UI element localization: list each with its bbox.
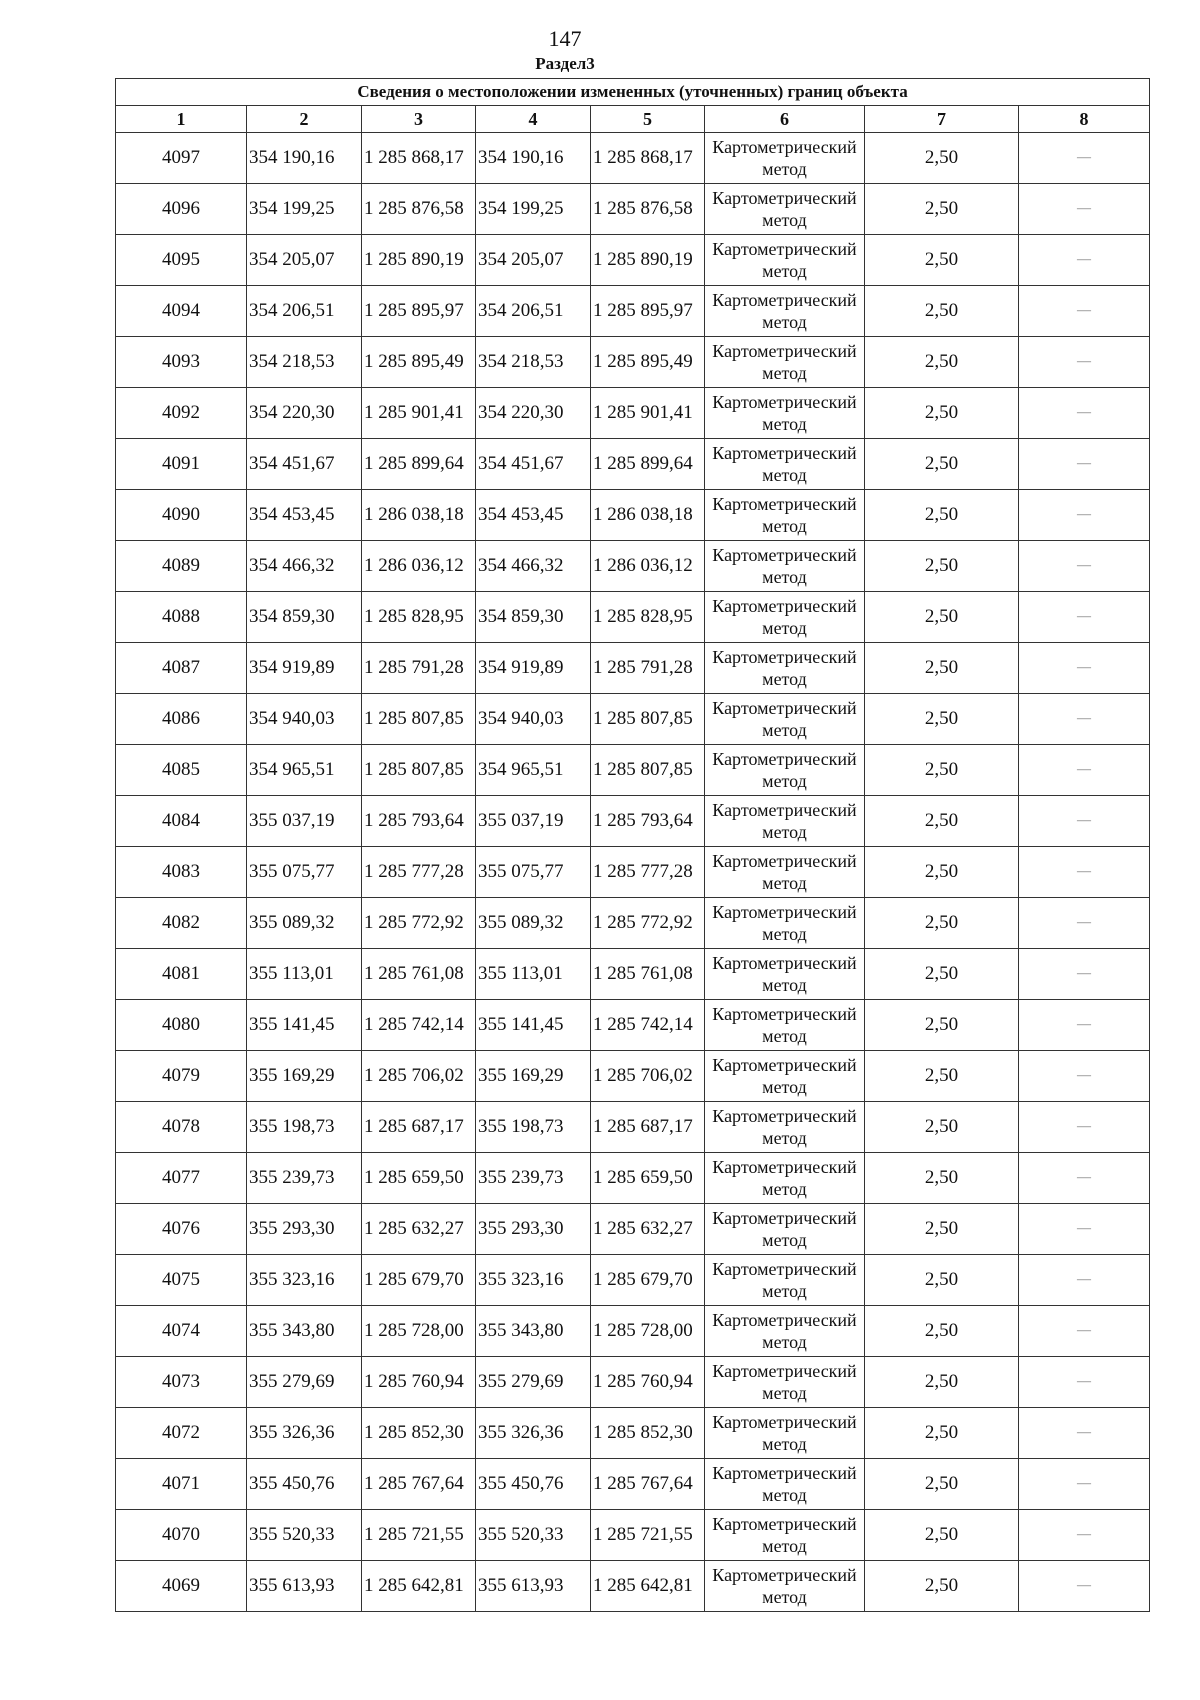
existing-x-cell: 355 239,73 (247, 1153, 362, 1204)
table-row (116, 847, 1150, 898)
accuracy-cell: 2,50 (865, 1306, 1019, 1357)
refined-y-cell: 1 285 760,94 (591, 1357, 705, 1408)
column-number: 5 (591, 106, 705, 133)
existing-y-cell: 1 286 038,18 (362, 490, 476, 541)
method-cell: Картометрический метод (705, 1000, 865, 1051)
refined-y-cell: 1 285 728,00 (591, 1306, 705, 1357)
note-cell: — (1019, 286, 1150, 337)
existing-y-cell: 1 285 632,27 (362, 1204, 476, 1255)
refined-y-cell: 1 285 742,14 (591, 1000, 705, 1051)
method-cell: Картометрический метод (705, 1102, 865, 1153)
point-number-cell: 4072 (116, 1408, 247, 1459)
accuracy-cell: 2,50 (865, 1459, 1019, 1510)
refined-x-cell: 355 450,76 (476, 1459, 591, 1510)
refined-x-cell: 355 343,80 (476, 1306, 591, 1357)
table-row (116, 235, 1150, 286)
refined-y-cell: 1 285 659,50 (591, 1153, 705, 1204)
refined-y-cell: 1 286 036,12 (591, 541, 705, 592)
accuracy-cell: 2,50 (865, 1204, 1019, 1255)
accuracy-cell: 2,50 (865, 337, 1019, 388)
existing-x-cell: 355 089,32 (247, 898, 362, 949)
point-number-cell: 4089 (116, 541, 247, 592)
note-cell: — (1019, 439, 1150, 490)
existing-x-cell: 355 075,77 (247, 847, 362, 898)
refined-y-cell: 1 285 895,49 (591, 337, 705, 388)
table-row (116, 1561, 1150, 1612)
refined-y-cell: 1 285 852,30 (591, 1408, 705, 1459)
table-row (116, 1306, 1150, 1357)
column-number: 6 (705, 106, 865, 133)
method-cell: Картометрический метод (705, 1408, 865, 1459)
accuracy-cell: 2,50 (865, 1051, 1019, 1102)
table-row (116, 1255, 1150, 1306)
table-row (116, 1204, 1150, 1255)
point-number-cell: 4092 (116, 388, 247, 439)
point-number-cell: 4082 (116, 898, 247, 949)
refined-x-cell: 354 965,51 (476, 745, 591, 796)
point-number-cell: 4097 (116, 133, 247, 184)
refined-x-cell: 355 613,93 (476, 1561, 591, 1612)
note-cell: — (1019, 184, 1150, 235)
refined-y-cell: 1 286 038,18 (591, 490, 705, 541)
accuracy-cell: 2,50 (865, 898, 1019, 949)
table-row (116, 1357, 1150, 1408)
table-row (116, 133, 1150, 184)
method-cell: Картометрический метод (705, 133, 865, 184)
method-cell: Картометрический метод (705, 337, 865, 388)
existing-y-cell: 1 285 742,14 (362, 1000, 476, 1051)
refined-x-cell: 355 323,16 (476, 1255, 591, 1306)
method-cell: Картометрический метод (705, 694, 865, 745)
refined-y-cell: 1 285 876,58 (591, 184, 705, 235)
refined-y-cell: 1 285 706,02 (591, 1051, 705, 1102)
note-cell: — (1019, 847, 1150, 898)
accuracy-cell: 2,50 (865, 796, 1019, 847)
existing-y-cell: 1 285 706,02 (362, 1051, 476, 1102)
existing-y-cell: 1 285 876,58 (362, 184, 476, 235)
note-cell: — (1019, 1255, 1150, 1306)
point-number-cell: 4085 (116, 745, 247, 796)
table-row (116, 1510, 1150, 1561)
refined-y-cell: 1 285 901,41 (591, 388, 705, 439)
point-number-cell: 4076 (116, 1204, 247, 1255)
refined-x-cell: 354 859,30 (476, 592, 591, 643)
existing-x-cell: 354 199,25 (247, 184, 362, 235)
point-number-cell: 4070 (116, 1510, 247, 1561)
refined-y-cell: 1 285 791,28 (591, 643, 705, 694)
table-row (116, 1408, 1150, 1459)
refined-x-cell: 354 190,16 (476, 133, 591, 184)
existing-x-cell: 354 205,07 (247, 235, 362, 286)
existing-y-cell: 1 285 760,94 (362, 1357, 476, 1408)
existing-x-cell: 354 220,30 (247, 388, 362, 439)
accuracy-cell: 2,50 (865, 1102, 1019, 1153)
refined-y-cell: 1 285 642,81 (591, 1561, 705, 1612)
existing-y-cell: 1 285 642,81 (362, 1561, 476, 1612)
method-cell: Картометрический метод (705, 388, 865, 439)
accuracy-cell: 2,50 (865, 745, 1019, 796)
existing-x-cell: 355 037,19 (247, 796, 362, 847)
existing-y-cell: 1 285 728,00 (362, 1306, 476, 1357)
table-title: Сведения о местоположении измененных (уточненных) границ объекта (116, 79, 1150, 106)
refined-y-cell: 1 285 828,95 (591, 592, 705, 643)
refined-x-cell: 354 466,32 (476, 541, 591, 592)
note-cell: — (1019, 1153, 1150, 1204)
method-cell: Картометрический метод (705, 184, 865, 235)
point-number-cell: 4087 (116, 643, 247, 694)
point-number-cell: 4095 (116, 235, 247, 286)
note-cell: — (1019, 490, 1150, 541)
existing-x-cell: 354 190,16 (247, 133, 362, 184)
refined-y-cell: 1 285 868,17 (591, 133, 705, 184)
method-cell: Картометрический метод (705, 1153, 865, 1204)
page-number: 147 (548, 26, 582, 51)
table-row (116, 286, 1150, 337)
accuracy-cell: 2,50 (865, 592, 1019, 643)
accuracy-cell: 2,50 (865, 847, 1019, 898)
method-cell: Картометрический метод (705, 592, 865, 643)
existing-y-cell: 1 285 687,17 (362, 1102, 476, 1153)
refined-y-cell: 1 285 793,64 (591, 796, 705, 847)
existing-x-cell: 354 206,51 (247, 286, 362, 337)
refined-y-cell: 1 285 807,85 (591, 745, 705, 796)
accuracy-cell: 2,50 (865, 235, 1019, 286)
column-number: 3 (362, 106, 476, 133)
note-cell: — (1019, 1408, 1150, 1459)
note-cell: — (1019, 1051, 1150, 1102)
existing-x-cell: 355 323,16 (247, 1255, 362, 1306)
refined-y-cell: 1 285 772,92 (591, 898, 705, 949)
point-number-cell: 4091 (116, 439, 247, 490)
note-cell: — (1019, 745, 1150, 796)
section-title: Раздел3 (535, 54, 595, 73)
accuracy-cell: 2,50 (865, 541, 1019, 592)
refined-y-cell: 1 285 679,70 (591, 1255, 705, 1306)
existing-x-cell: 355 198,73 (247, 1102, 362, 1153)
method-cell: Картометрический метод (705, 643, 865, 694)
note-cell: — (1019, 694, 1150, 745)
refined-x-cell: 355 113,01 (476, 949, 591, 1000)
method-cell: Картометрический метод (705, 745, 865, 796)
table-row (116, 1153, 1150, 1204)
existing-y-cell: 1 285 899,64 (362, 439, 476, 490)
existing-y-cell: 1 285 659,50 (362, 1153, 476, 1204)
existing-y-cell: 1 285 793,64 (362, 796, 476, 847)
column-number-row (116, 106, 1150, 133)
method-cell: Картометрический метод (705, 1357, 865, 1408)
refined-x-cell: 355 075,77 (476, 847, 591, 898)
point-number-cell: 4073 (116, 1357, 247, 1408)
refined-x-cell: 355 037,19 (476, 796, 591, 847)
table-row (116, 1051, 1150, 1102)
accuracy-cell: 2,50 (865, 1255, 1019, 1306)
note-cell: — (1019, 388, 1150, 439)
table-row (116, 1000, 1150, 1051)
accuracy-cell: 2,50 (865, 439, 1019, 490)
accuracy-cell: 2,50 (865, 1357, 1019, 1408)
existing-x-cell: 354 218,53 (247, 337, 362, 388)
column-number: 7 (865, 106, 1019, 133)
method-cell: Картометрический метод (705, 1306, 865, 1357)
note-cell: — (1019, 592, 1150, 643)
refined-x-cell: 354 940,03 (476, 694, 591, 745)
table-row (116, 388, 1150, 439)
table-row (116, 490, 1150, 541)
point-number-cell: 4069 (116, 1561, 247, 1612)
existing-y-cell: 1 285 791,28 (362, 643, 476, 694)
note-cell: — (1019, 898, 1150, 949)
existing-x-cell: 355 169,29 (247, 1051, 362, 1102)
existing-x-cell: 355 113,01 (247, 949, 362, 1000)
existing-y-cell: 1 285 852,30 (362, 1408, 476, 1459)
existing-x-cell: 355 141,45 (247, 1000, 362, 1051)
refined-x-cell: 355 239,73 (476, 1153, 591, 1204)
table-row (116, 745, 1150, 796)
existing-x-cell: 355 343,80 (247, 1306, 362, 1357)
note-cell: — (1019, 1510, 1150, 1561)
existing-x-cell: 355 450,76 (247, 1459, 362, 1510)
accuracy-cell: 2,50 (865, 1510, 1019, 1561)
method-cell: Картометрический метод (705, 1561, 865, 1612)
refined-y-cell: 1 285 721,55 (591, 1510, 705, 1561)
point-number-cell: 4080 (116, 1000, 247, 1051)
point-number-cell: 4088 (116, 592, 247, 643)
existing-y-cell: 1 285 761,08 (362, 949, 476, 1000)
table-row (116, 337, 1150, 388)
accuracy-cell: 2,50 (865, 1000, 1019, 1051)
refined-y-cell: 1 285 777,28 (591, 847, 705, 898)
existing-y-cell: 1 285 895,49 (362, 337, 476, 388)
existing-y-cell: 1 285 895,97 (362, 286, 476, 337)
note-cell: — (1019, 1561, 1150, 1612)
point-number-cell: 4096 (116, 184, 247, 235)
existing-x-cell: 355 613,93 (247, 1561, 362, 1612)
accuracy-cell: 2,50 (865, 643, 1019, 694)
existing-y-cell: 1 285 767,64 (362, 1459, 476, 1510)
refined-x-cell: 355 169,29 (476, 1051, 591, 1102)
table-row (116, 694, 1150, 745)
point-number-cell: 4086 (116, 694, 247, 745)
table-row (116, 1102, 1150, 1153)
existing-y-cell: 1 285 807,85 (362, 745, 476, 796)
existing-x-cell: 355 520,33 (247, 1510, 362, 1561)
refined-y-cell: 1 285 632,27 (591, 1204, 705, 1255)
existing-y-cell: 1 285 890,19 (362, 235, 476, 286)
method-cell: Картометрический метод (705, 898, 865, 949)
method-cell: Картометрический метод (705, 1459, 865, 1510)
note-cell: — (1019, 541, 1150, 592)
point-number-cell: 4081 (116, 949, 247, 1000)
column-number: 2 (247, 106, 362, 133)
refined-x-cell: 355 198,73 (476, 1102, 591, 1153)
point-number-cell: 4093 (116, 337, 247, 388)
column-number: 1 (116, 106, 247, 133)
refined-x-cell: 354 218,53 (476, 337, 591, 388)
existing-x-cell: 354 919,89 (247, 643, 362, 694)
point-number-cell: 4075 (116, 1255, 247, 1306)
refined-x-cell: 355 520,33 (476, 1510, 591, 1561)
existing-y-cell: 1 285 772,92 (362, 898, 476, 949)
existing-y-cell: 1 285 777,28 (362, 847, 476, 898)
accuracy-cell: 2,50 (865, 949, 1019, 1000)
accuracy-cell: 2,50 (865, 184, 1019, 235)
table-row (116, 1459, 1150, 1510)
existing-y-cell: 1 286 036,12 (362, 541, 476, 592)
refined-x-cell: 355 326,36 (476, 1408, 591, 1459)
method-cell: Картометрический метод (705, 1204, 865, 1255)
refined-x-cell: 354 206,51 (476, 286, 591, 337)
column-number: 4 (476, 106, 591, 133)
refined-y-cell: 1 285 807,85 (591, 694, 705, 745)
note-cell: — (1019, 1357, 1150, 1408)
note-cell: — (1019, 1204, 1150, 1255)
refined-x-cell: 354 919,89 (476, 643, 591, 694)
table-row (116, 643, 1150, 694)
existing-x-cell: 355 326,36 (247, 1408, 362, 1459)
point-number-cell: 4083 (116, 847, 247, 898)
method-cell: Картометрический метод (705, 1255, 865, 1306)
existing-x-cell: 354 466,32 (247, 541, 362, 592)
existing-x-cell: 354 451,67 (247, 439, 362, 490)
method-cell: Картометрический метод (705, 796, 865, 847)
note-cell: — (1019, 1459, 1150, 1510)
table-row (116, 898, 1150, 949)
refined-x-cell: 354 453,45 (476, 490, 591, 541)
refined-x-cell: 355 141,45 (476, 1000, 591, 1051)
point-number-cell: 4090 (116, 490, 247, 541)
refined-x-cell: 354 199,25 (476, 184, 591, 235)
note-cell: — (1019, 235, 1150, 286)
refined-x-cell: 355 089,32 (476, 898, 591, 949)
refined-x-cell: 355 279,69 (476, 1357, 591, 1408)
table-row (116, 541, 1150, 592)
existing-x-cell: 354 859,30 (247, 592, 362, 643)
column-number: 8 (1019, 106, 1150, 133)
table-row (116, 796, 1150, 847)
point-number-cell: 4084 (116, 796, 247, 847)
existing-x-cell: 355 279,69 (247, 1357, 362, 1408)
accuracy-cell: 2,50 (865, 1408, 1019, 1459)
method-cell: Картометрический метод (705, 1051, 865, 1102)
refined-x-cell: 355 293,30 (476, 1204, 591, 1255)
refined-y-cell: 1 285 899,64 (591, 439, 705, 490)
point-number-cell: 4094 (116, 286, 247, 337)
table-row (116, 439, 1150, 490)
note-cell: — (1019, 1306, 1150, 1357)
existing-y-cell: 1 285 679,70 (362, 1255, 476, 1306)
existing-y-cell: 1 285 807,85 (362, 694, 476, 745)
refined-y-cell: 1 285 895,97 (591, 286, 705, 337)
refined-x-cell: 354 220,30 (476, 388, 591, 439)
note-cell: — (1019, 1102, 1150, 1153)
existing-x-cell: 355 293,30 (247, 1204, 362, 1255)
method-cell: Картометрический метод (705, 949, 865, 1000)
accuracy-cell: 2,50 (865, 1153, 1019, 1204)
table-row (116, 949, 1150, 1000)
coordinates-table (115, 78, 1150, 1612)
method-cell: Картометрический метод (705, 235, 865, 286)
accuracy-cell: 2,50 (865, 388, 1019, 439)
refined-y-cell: 1 285 761,08 (591, 949, 705, 1000)
method-cell: Картометрический метод (705, 847, 865, 898)
note-cell: — (1019, 796, 1150, 847)
accuracy-cell: 2,50 (865, 133, 1019, 184)
refined-x-cell: 354 451,67 (476, 439, 591, 490)
note-cell: — (1019, 133, 1150, 184)
method-cell: Картометрический метод (705, 1510, 865, 1561)
refined-y-cell: 1 285 767,64 (591, 1459, 705, 1510)
existing-y-cell: 1 285 901,41 (362, 388, 476, 439)
existing-x-cell: 354 940,03 (247, 694, 362, 745)
table-body (116, 133, 1150, 1612)
accuracy-cell: 2,50 (865, 490, 1019, 541)
note-cell: — (1019, 337, 1150, 388)
point-number-cell: 4074 (116, 1306, 247, 1357)
existing-y-cell: 1 285 868,17 (362, 133, 476, 184)
existing-x-cell: 354 453,45 (247, 490, 362, 541)
accuracy-cell: 2,50 (865, 694, 1019, 745)
point-number-cell: 4079 (116, 1051, 247, 1102)
point-number-cell: 4071 (116, 1459, 247, 1510)
refined-x-cell: 354 205,07 (476, 235, 591, 286)
table-row (116, 592, 1150, 643)
note-cell: — (1019, 1000, 1150, 1051)
existing-y-cell: 1 285 828,95 (362, 592, 476, 643)
method-cell: Картометрический метод (705, 439, 865, 490)
note-cell: — (1019, 949, 1150, 1000)
table-row (116, 184, 1150, 235)
point-number-cell: 4078 (116, 1102, 247, 1153)
accuracy-cell: 2,50 (865, 286, 1019, 337)
existing-y-cell: 1 285 721,55 (362, 1510, 476, 1561)
refined-y-cell: 1 285 687,17 (591, 1102, 705, 1153)
point-number-cell: 4077 (116, 1153, 247, 1204)
note-cell: — (1019, 643, 1150, 694)
accuracy-cell: 2,50 (865, 1561, 1019, 1612)
refined-y-cell: 1 285 890,19 (591, 235, 705, 286)
method-cell: Картометрический метод (705, 286, 865, 337)
existing-x-cell: 354 965,51 (247, 745, 362, 796)
method-cell: Картометрический метод (705, 490, 865, 541)
method-cell: Картометрический метод (705, 541, 865, 592)
